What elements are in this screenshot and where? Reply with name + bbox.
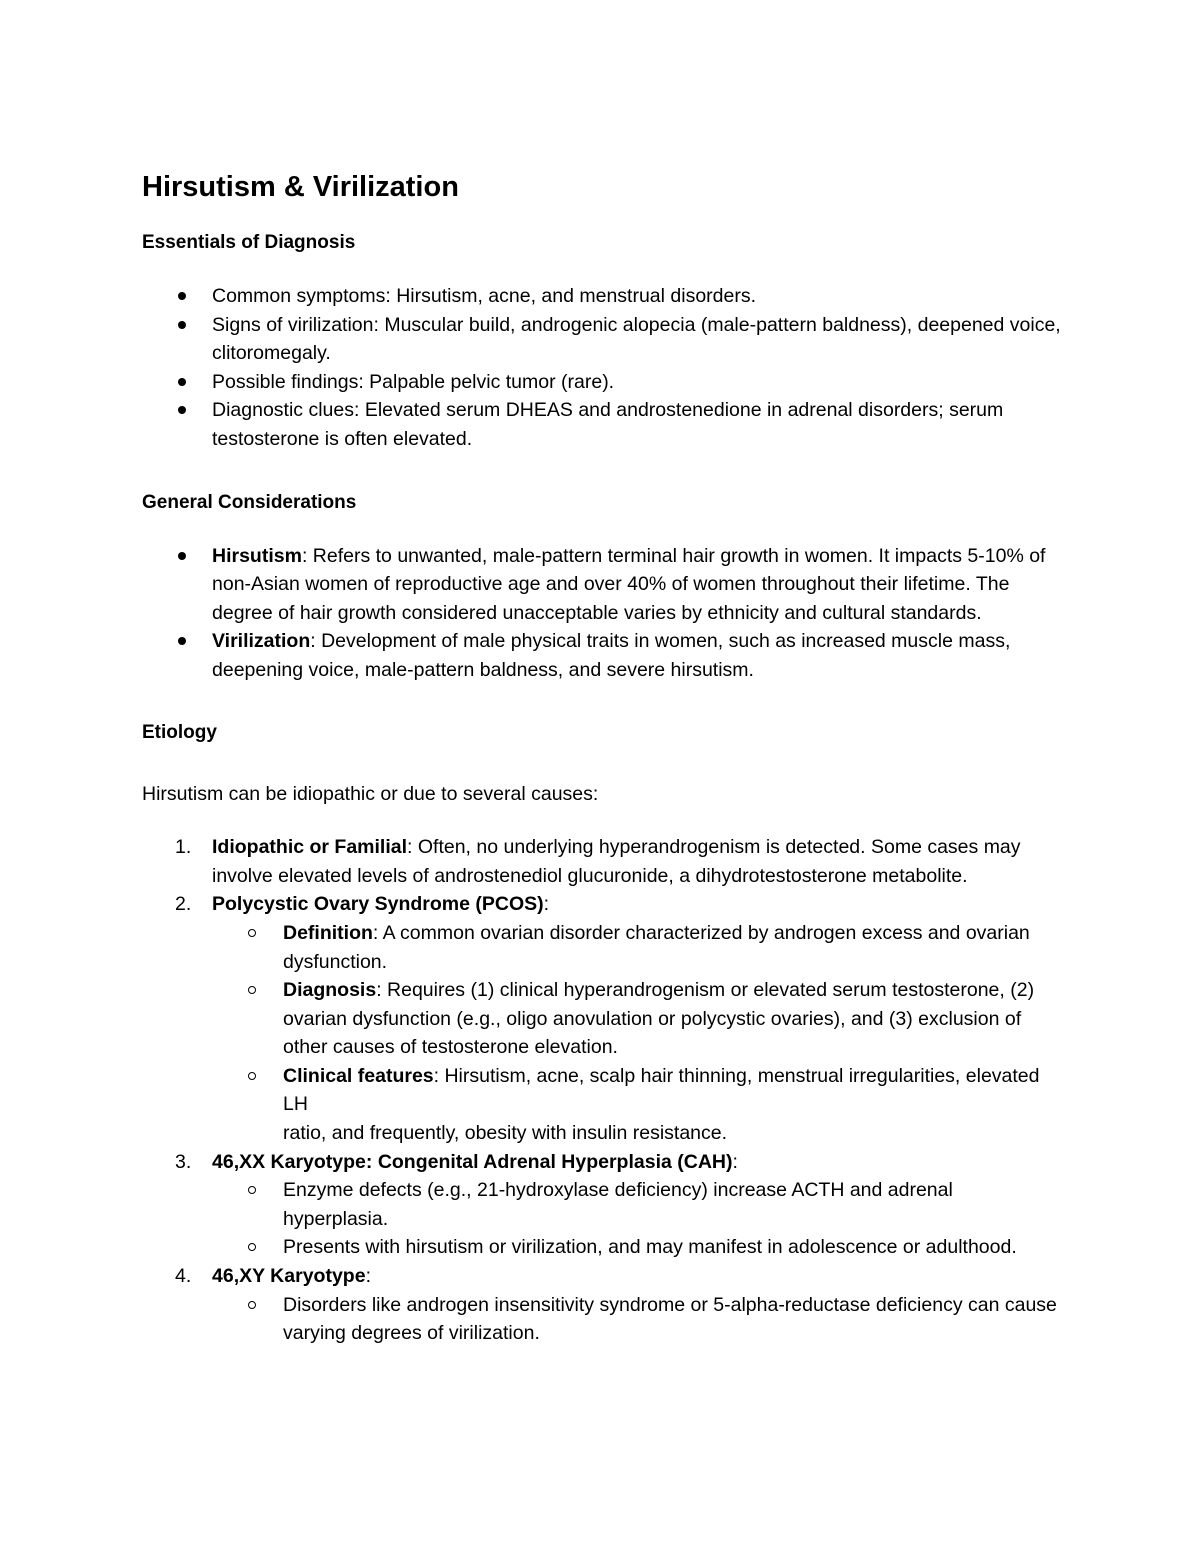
bullet-icon (178, 552, 186, 560)
sub-list (212, 1176, 1062, 1262)
document-title: Hirsutism & Virilization (142, 171, 459, 203)
hollow-bullet-icon (248, 1072, 256, 1080)
numbered-item: 1. Idiopathic or Familial: Often, no underlying hyperandrogenism is detected. Some cases may involve elevated levels of androstenediol glucuronide, a dihydrotestosterone metabolite. (142, 833, 1062, 890)
sub-list-item: Definition: A common ovarian disorder characterized by androgen excess and ovarian dysfunction. (212, 919, 1062, 976)
hollow-bullet-icon (248, 1186, 256, 1194)
hollow-bullet-icon (248, 986, 256, 994)
bullet-icon (178, 406, 186, 414)
sub-list-item: Presents with hirsutism or virilization, and may manifest in adolescence or adulthood. (212, 1233, 1062, 1262)
numbered-item: 3. 46,XX Karyotype: Congenital Adrenal Hyperplasia (CAH): Enzyme defects (e.g., 21-hydroxylase deficiency) increase ACTH and adrenal hyperplasia. Presents with hirsutism or virilization, and may manifest in adolescence or adulthood. (142, 1148, 1062, 1262)
general-considerations-heading: General Considerations (142, 491, 357, 513)
etiology-heading: Etiology (142, 721, 217, 743)
essentials-list (142, 282, 1062, 454)
term-label: 46,XX Karyotype: Congenital Adrenal Hyperplasia (CAH) (212, 1150, 733, 1173)
hollow-bullet-icon (248, 1243, 256, 1251)
term-label: Diagnosis (283, 979, 377, 1002)
sub-list-item: Diagnosis: Requires (1) clinical hyperandrogenism or elevated serum testosterone, (2) ovarian dysfunction (e.g., oligo anovulation or polycystic ovaries), and (3) exclusion of other causes of testosterone elevation. (212, 976, 1062, 1062)
numbered-item: 4. 46,XY Karyotype: Disorders like androgen insensitivity syndrome or 5-alpha-reductase deficiency can cause varying degrees of virilization. (142, 1262, 1062, 1348)
list-item: Hirsutism: Refers to unwanted, male-pattern terminal hair growth in women. It impacts 5-10% of non-Asian women of reproductive age and over 40% of women throughout their lifetime. The degree of hair growth considered unacceptable varies by ethnicity and cultural standards. (142, 542, 1062, 628)
list-item: Possible findings: Palpable pelvic tumor (rare). (142, 368, 1062, 397)
document-page (142, 168, 1062, 1348)
item-number: 4. (175, 1265, 192, 1288)
bullet-icon (178, 321, 186, 329)
list-item: Common symptoms: Hirsutism, acne, and menstrual disorders. (142, 282, 1062, 311)
item-number: 3. (175, 1150, 192, 1173)
term-label: Clinical features (283, 1064, 434, 1087)
sub-list-item: Clinical features: Hirsutism, acne, scalp hair thinning, menstrual irregularities, elevated LH ratio, and frequently, obesity with insulin resistance. (212, 1062, 1062, 1148)
general-considerations-list (142, 542, 1062, 685)
essentials-heading: Essentials of Diagnosis (142, 232, 356, 253)
sub-list (212, 1291, 1062, 1348)
etiology-list (142, 833, 1062, 1348)
list-item: Signs of virilization: Muscular build, androgenic alopecia (male-pattern baldness), deepened voice, clitoromegaly. (142, 311, 1062, 368)
etiology-intro: Hirsutism can be idiopathic or due to several causes: (142, 782, 599, 805)
hollow-bullet-icon (248, 929, 256, 937)
list-item: Virilization: Development of male physical traits in women, such as increased muscle mass, deepening voice, male-pattern baldness, and severe hirsutism. (142, 627, 1062, 684)
sub-list (212, 919, 1062, 1148)
hollow-bullet-icon (248, 1301, 256, 1309)
term-label: 46,XY Karyotype (212, 1265, 366, 1288)
bullet-icon (178, 378, 186, 386)
term-label: Polycystic Ovary Syndrome (PCOS) (212, 893, 544, 916)
term-label: Idiopathic or Familial (212, 836, 408, 859)
sub-list-item: Enzyme defects (e.g., 21-hydroxylase deficiency) increase ACTH and adrenal hyperplasia. (212, 1176, 1062, 1233)
item-number: 1. (175, 836, 192, 859)
term-label: Definition (283, 921, 373, 944)
list-item: Diagnostic clues: Elevated serum DHEAS and androstenedione in adrenal disorders; serum testosterone is often elevated. (142, 396, 1062, 453)
bullet-icon (178, 637, 186, 645)
term-label: Hirsutism (212, 544, 302, 567)
item-number: 2. (175, 893, 192, 916)
sub-list-item: Disorders like androgen insensitivity syndrome or 5-alpha-reductase deficiency can cause varying degrees of virilization. (212, 1291, 1062, 1348)
bullet-icon (178, 292, 186, 300)
numbered-item: 2. Polycystic Ovary Syndrome (PCOS): Definition: A common ovarian disorder characterized by androgen excess and ovarian dysfunction. Diagnosis: Requires (1) clinical hyperandrogenism or elevated serum testosterone, (2) ovarian dysfunction (e.g., oligo anovulation or polycystic ovaries), and (3) exclusion of other causes of testosterone elevation. Clinical features: Hirsutism, acne, scalp hair thinning, menstrual irregularities, elevated LH ratio, and frequently, obesity with insulin resistance. (142, 890, 1062, 1147)
term-label: Virilization (212, 630, 311, 653)
